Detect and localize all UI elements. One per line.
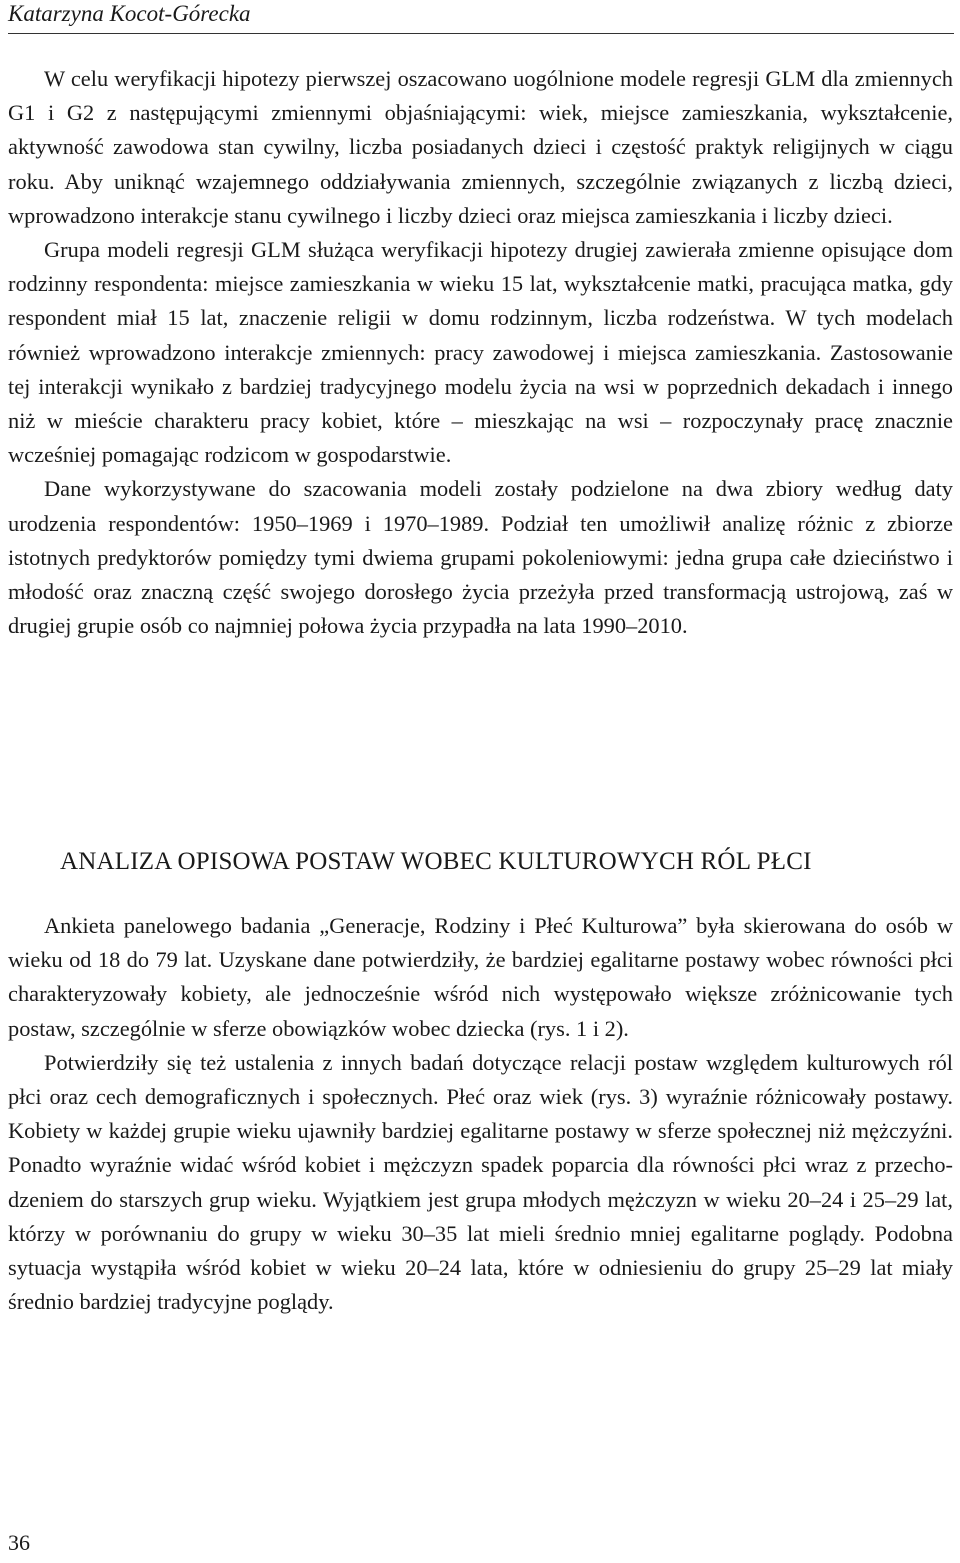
paragraph: Potwierdziły się też ustalenia z innych badań dotyczące relacji postaw względem kulturowych ról płci oraz cech demograficznych i społecznych. Płeć oraz wiek (rys. 3) wyraźnie różnicowały postawy. Kobiety w każdej grupie wieku ujawniły bardziej egalitarne postawy w sferze społecznej niż mężczyźni. Ponadto wyraźnie widać wśród kobiet i mężczyzn spadek poparcia dla równości płci wraz z przechodzeniem do starszych grup wieku. Wyjątkiem jest grupa młodych mężczyzn w wieku 20–24 i 25–29 lat, którzy w porównaniu do grupy w wieku 30–35 lat mieli średnio mniej egalitarne poglądy. Podobna sytuacja wystąpiła wśród kobiet w wieku 20–24 lata, które w odniesieniu do grupy 25–29 lat miały średnio bardziej tradycyjne poglądy. [8,1049,953,1315]
page-number: 36 [8,1530,30,1555]
paragraph: Ankieta panelowego badania „Generacje, Rodziny i Płeć Kulturowa” była skierowana do osób w wieku od 18 do 79 lat. Uzyskane dane potwierdziły, że bardziej egalitarne postawy wobec równości płci charakteryzowały kobiety, ale jednocześnie wśród nich występowało większe zróżnicowanie tych postaw, szczególnie w sferze obowiązków wobec dziecka (rys. 1 i 2). [8,913,953,1041]
paragraph: W celu weryfikacji hipotezy pierwszej oszacowano uogólnione modele regresji GLM dla zmiennych G1 i G2 z następującymi zmiennymi objaśniającymi: wiek, miejsce zamieszkania, wykształcenie, aktywność zawodowa stan cywilny, liczba posiadanych dzieci i częstość praktyk religijnych w ciągu roku. Aby uniknąć wzajemnego oddziaływania zmiennych, szczególnie związanych z liczbą dzieci, wprowadzono interakcje stanu cywilnego i liczby dzieci oraz miejsca zamieszkania i liczby dzieci. [8,66,953,228]
section-heading: ANALIZA OPISOWA POSTAW WOBEC KULTUROWYCH RÓL PŁCI [60,848,812,875]
running-head-author: Katarzyna Kocot-Górecka [8,1,251,26]
paragraph: Dane wykorzystywane do szacowania modeli zostały podzielone na dwa zbiory według daty urodzenia respondentów: 1950–1969 i 1970–1989. Podział ten umożliwił analizę różnic z zbiorze istotnych predyktorów pomiędzy tymi dwiema grupami pokoleniowymi: jedna grupa całe dzieciństwo i młodość oraz znaczną część swojego dorosłego życia przeżyła przed transformacją ustrojową, zaś w drugiej grupie osób co najmniej połowa życia przypadła na lata 1990–2010. [8,476,953,639]
paragraph: Grupa modeli regresji GLM służąca weryfikacji hipotezy drugiej zawierała zmienne opisujące dom rodzinny respondenta: miejsce zamieszkania w wieku 15 lat, wykształcenie matki, pracująca matka, gdy respondent miał 15 lat, znaczenie religii w domu rodzinnym, liczba rodzeństwa. W tych modelach również wprowadzono interakcje zmiennych: pracy zawodowej i miejsca zamieszkania. Zastosowanie tej interakcji wynikało z bardziej tradycyjnego modelu życia na wsi w poprzednich dekadach i innego niż w mieście charakteru pracy kobiet, które – mieszkając na wsi – rozpoczynały pracę znacznie wcześniej pomagając rodzicom w gospodarstwie. [8,237,953,468]
body-text-top [8,62,953,643]
header-divider [8,33,954,34]
body-text-bottom [8,909,953,1319]
